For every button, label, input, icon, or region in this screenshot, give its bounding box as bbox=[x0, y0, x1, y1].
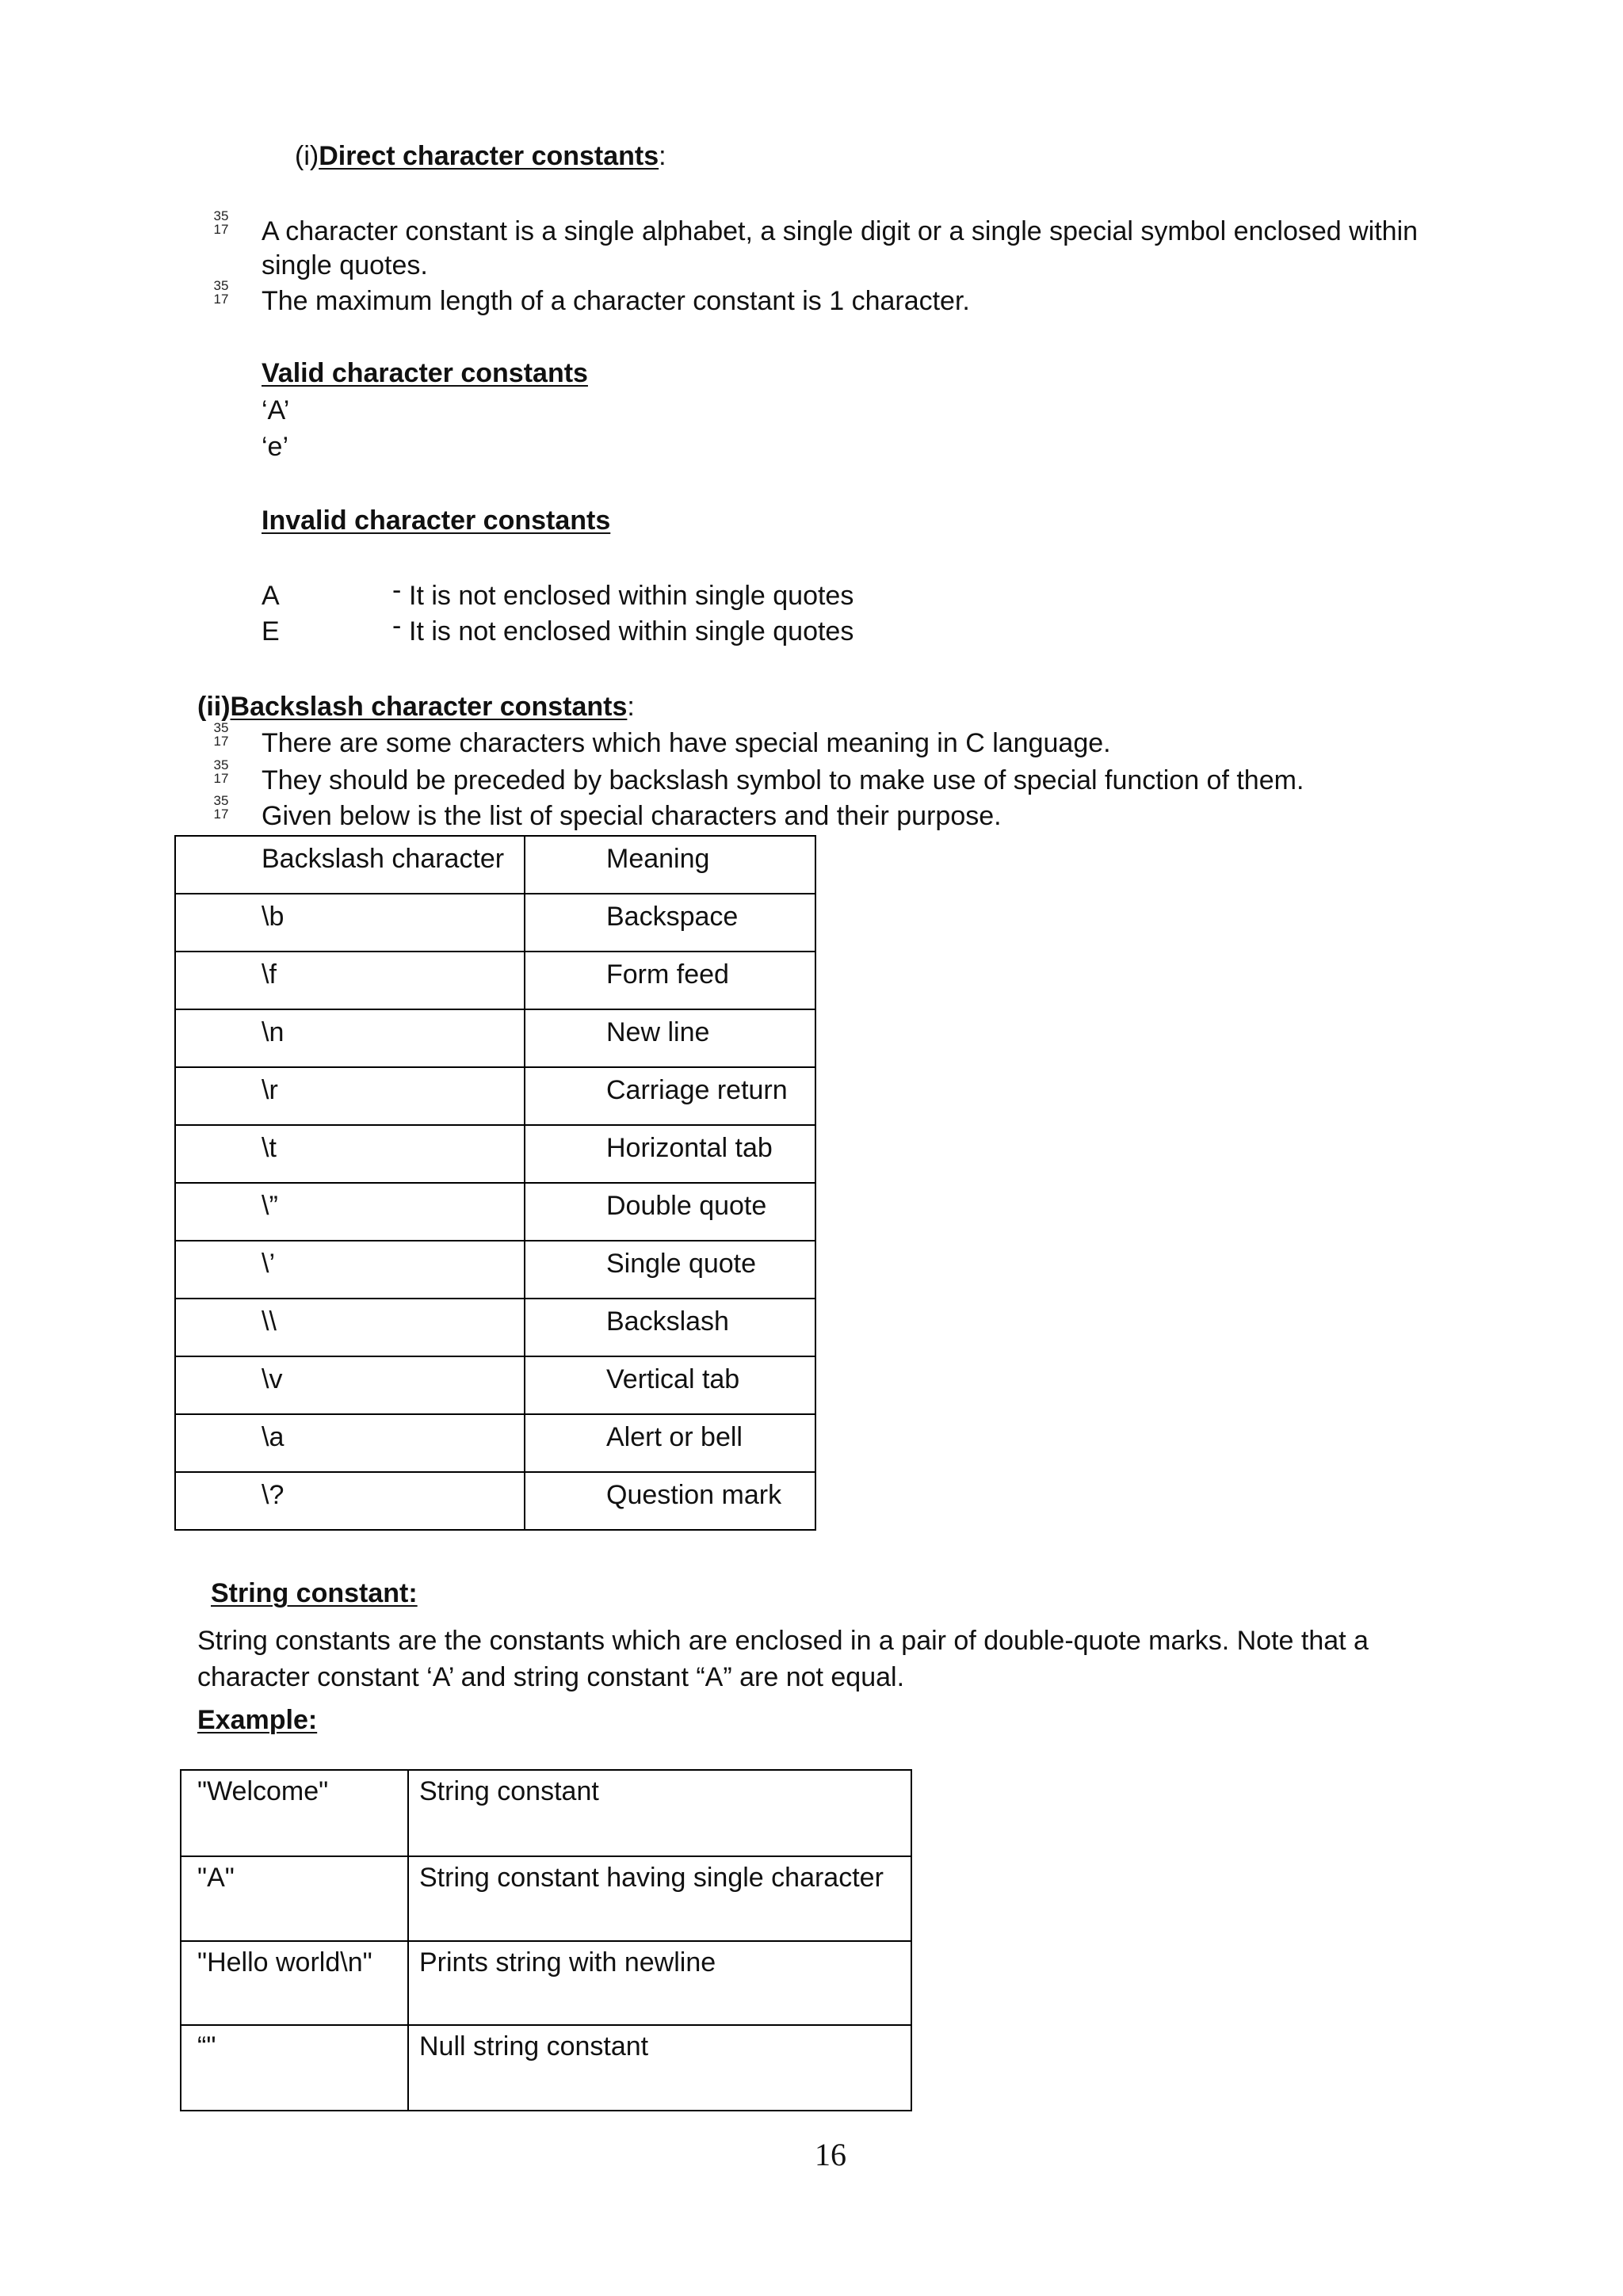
section-i-bullet-1-line-1: A character constant is a single alphabet, a single digit or a single special symbol enclosed within bbox=[262, 216, 1419, 246]
section-ii-bullet-2: They should be preceded by backslash symbol to make use of special function of them. bbox=[262, 765, 1304, 795]
bullet-marker bbox=[211, 758, 231, 785]
section-ii-bullet-3: Given below is the list of special characters and their purpose. bbox=[262, 801, 1002, 831]
valid-constants-heading: Valid character constants bbox=[262, 358, 588, 388]
invalid-constant-dash: - bbox=[392, 575, 402, 605]
section-ii-bullet-1: There are some characters which have special meaning in C language. bbox=[262, 728, 1111, 758]
table-row bbox=[175, 1356, 815, 1414]
example-description-cell: Null string constant bbox=[408, 2025, 911, 2111]
meaning-cell: Question mark bbox=[525, 1472, 815, 1530]
invalid-constant-reason: It is not enclosed within single quotes bbox=[409, 581, 854, 611]
table-row bbox=[175, 1472, 815, 1530]
section-i-title: Direct character constants bbox=[319, 141, 659, 171]
bullet-marker-top: 35 bbox=[213, 278, 229, 293]
escape-sequence-cell: \? bbox=[175, 1472, 525, 1530]
section-ii-suffix: : bbox=[627, 692, 635, 722]
table-row bbox=[175, 1299, 815, 1356]
meaning-cell: Backspace bbox=[525, 894, 815, 952]
backslash-table bbox=[174, 835, 816, 1531]
bullet-marker-top: 35 bbox=[213, 208, 229, 223]
meaning-cell: Double quote bbox=[525, 1183, 815, 1241]
table-row bbox=[181, 1770, 911, 1856]
section-i-suffix: : bbox=[659, 141, 666, 171]
example-string-cell: "Hello world\n" bbox=[181, 1941, 408, 2025]
meaning-cell: New line bbox=[525, 1009, 815, 1067]
section-i-bullet-1-line-2: single quotes. bbox=[262, 250, 428, 280]
valid-constant-item: ‘A’ bbox=[262, 395, 290, 425]
table-row bbox=[175, 1241, 815, 1299]
bullet-marker-top: 35 bbox=[213, 757, 229, 772]
invalid-constant-dash: - bbox=[392, 611, 402, 641]
escape-sequence-cell: \” bbox=[175, 1183, 525, 1241]
escape-sequence-cell: \r bbox=[175, 1067, 525, 1125]
section-ii-title: Backslash character constants bbox=[230, 692, 628, 722]
bullet-marker-bottom: 17 bbox=[213, 807, 229, 822]
example-description-cell: Prints string with newline bbox=[408, 1941, 911, 2025]
string-constant-heading: String constant: bbox=[211, 1578, 418, 1608]
bullet-marker-bottom: 17 bbox=[213, 734, 229, 749]
escape-sequence-cell: \t bbox=[175, 1125, 525, 1183]
section-ii-prefix: (ii) bbox=[197, 692, 231, 722]
section-i-prefix: (i) bbox=[295, 141, 319, 171]
meaning-cell: Single quote bbox=[525, 1241, 815, 1299]
table-row bbox=[175, 1067, 815, 1125]
string-constant-paragraph-line-1: String constants are the constants which are enclosed in a pair of double-quote marks. Note that a bbox=[197, 1626, 1369, 1656]
escape-sequence-cell: \n bbox=[175, 1009, 525, 1067]
bullet-marker bbox=[211, 721, 231, 748]
header-backslash-character: Backslash character bbox=[175, 836, 525, 894]
escape-sequence-cell: \f bbox=[175, 952, 525, 1009]
meaning-cell: Form feed bbox=[525, 952, 815, 1009]
example-description-cell: String constant having single character bbox=[408, 1856, 911, 1941]
escape-sequence-cell: \’ bbox=[175, 1241, 525, 1299]
table-row bbox=[175, 894, 815, 952]
invalid-constant-char: A bbox=[262, 581, 280, 611]
table-row bbox=[175, 1009, 815, 1067]
table-row bbox=[175, 1414, 815, 1472]
escape-sequence-cell: \v bbox=[175, 1356, 525, 1414]
table-row bbox=[181, 1856, 911, 1941]
valid-constant-item: ‘e’ bbox=[262, 432, 289, 462]
bullet-marker-bottom: 17 bbox=[213, 771, 229, 786]
bullet-marker-top: 35 bbox=[213, 720, 229, 735]
section-i-bullet-2: The maximum length of a character constant is 1 character. bbox=[262, 286, 970, 316]
invalid-constants-heading: Invalid character constants bbox=[262, 505, 611, 536]
escape-sequence-cell: \b bbox=[175, 894, 525, 952]
escape-sequence-cell: \\ bbox=[175, 1299, 525, 1356]
example-description-cell: String constant bbox=[408, 1770, 911, 1856]
bullet-marker-top: 35 bbox=[213, 793, 229, 808]
section-ii-heading bbox=[197, 689, 635, 724]
page-number: 16 bbox=[815, 2137, 846, 2172]
table-row bbox=[181, 2025, 911, 2111]
meaning-cell: Backslash bbox=[525, 1299, 815, 1356]
header-meaning: Meaning bbox=[525, 836, 815, 894]
meaning-cell: Horizontal tab bbox=[525, 1125, 815, 1183]
string-constant-paragraph-line-2: character constant ‘A’ and string constant “A” are not equal. bbox=[197, 1662, 905, 1692]
table-row bbox=[175, 952, 815, 1009]
bullet-marker bbox=[211, 794, 231, 821]
example-string-cell: "Welcome" bbox=[181, 1770, 408, 1856]
invalid-constant-reason: It is not enclosed within single quotes bbox=[409, 616, 854, 646]
table-row bbox=[175, 1125, 815, 1183]
bullet-marker-bottom: 17 bbox=[213, 222, 229, 237]
string-examples-table bbox=[180, 1769, 912, 2111]
escape-sequence-cell: \a bbox=[175, 1414, 525, 1472]
meaning-cell: Carriage return bbox=[525, 1067, 815, 1125]
table-row bbox=[175, 1183, 815, 1241]
bullet-marker bbox=[211, 209, 231, 236]
table-header-row bbox=[175, 836, 815, 894]
meaning-cell: Vertical tab bbox=[525, 1356, 815, 1414]
example-label: Example: bbox=[197, 1705, 318, 1735]
meaning-cell: Alert or bell bbox=[525, 1414, 815, 1472]
bullet-marker-bottom: 17 bbox=[213, 292, 229, 307]
table-row bbox=[181, 1941, 911, 2025]
example-string-cell: "A" bbox=[181, 1856, 408, 1941]
example-string-cell: “" bbox=[181, 2025, 408, 2111]
invalid-constant-char: E bbox=[262, 616, 280, 646]
bullet-marker bbox=[211, 279, 231, 306]
section-i-heading bbox=[295, 139, 666, 174]
